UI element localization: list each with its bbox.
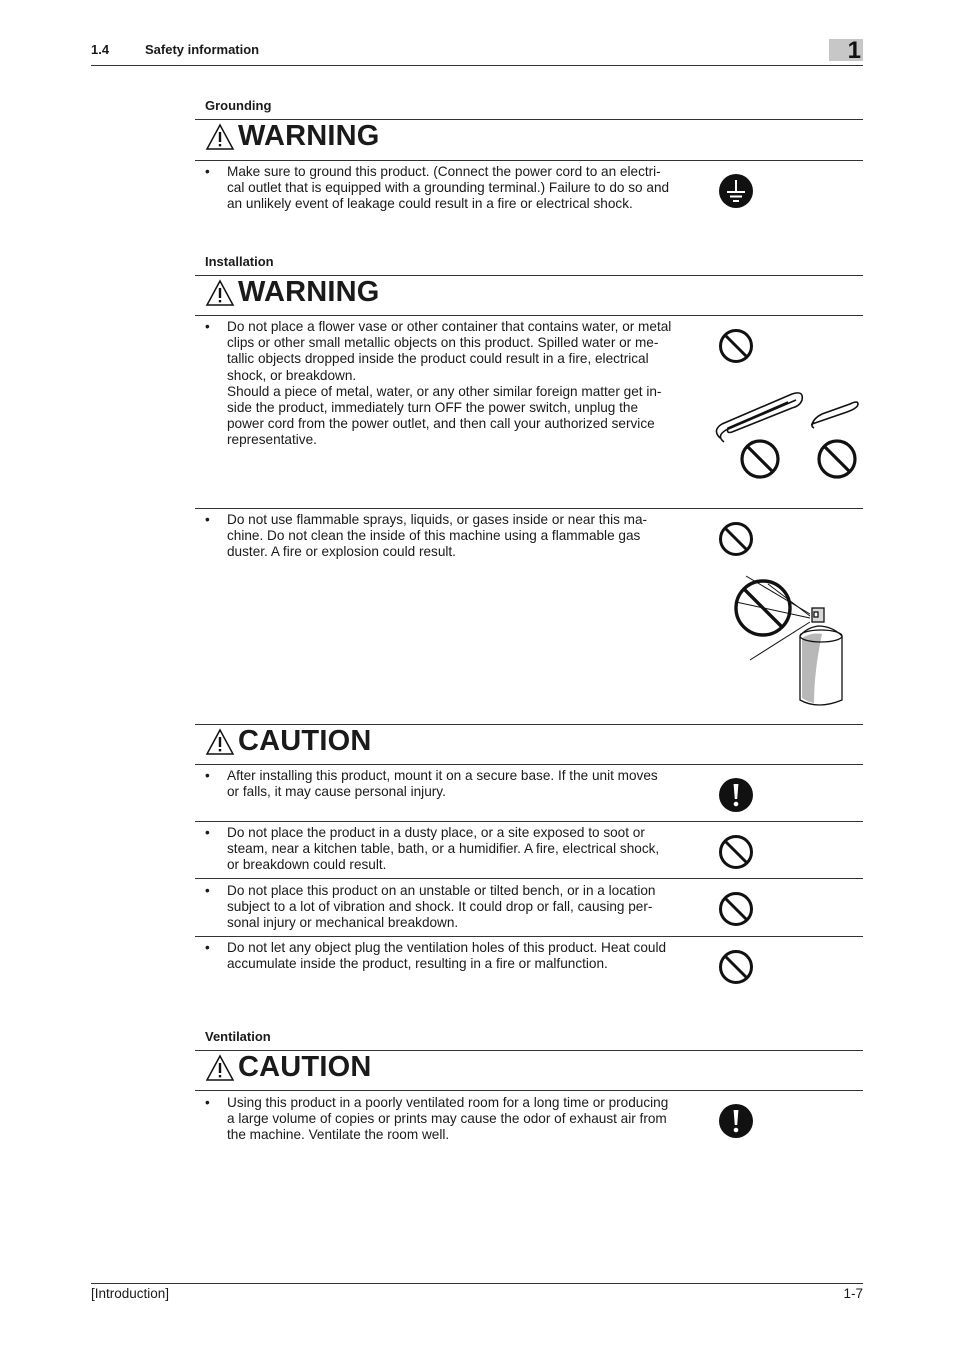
prohibited-icon <box>736 581 790 635</box>
ground-icon <box>718 173 754 209</box>
section-number: 1.4 <box>91 42 110 57</box>
signal-word: CAUTION <box>238 1051 372 1083</box>
section-title: Safety information <box>145 42 260 57</box>
ventilation-heading: Ventilation <box>205 1029 271 1044</box>
item-divider <box>195 936 863 937</box>
item-text: Do not place this product on an unstable or tilted bench, or in a location subject to a lot of vibration and shock. It could drop or fall, causing per- sonal injury or mechanical breakdown. <box>227 883 656 931</box>
item-divider <box>195 878 863 879</box>
warning-triangle-icon <box>205 123 235 151</box>
list-item <box>205 883 695 932</box>
signal-bottom-rule <box>195 764 863 765</box>
list-item <box>205 512 695 561</box>
item-text: Do not place the product in a dusty place, or a site exposed to soot or steam, near a kitchen table, bath, or a humidifier. A fire, electrical shock, or breakdown could result. <box>227 825 660 873</box>
item-text: Do not let any object plug the ventilation holes of this product. Heat could accumulate inside the product, resulting in a fire or malfunction. <box>227 940 667 972</box>
mandatory-action-icon <box>718 1103 754 1139</box>
warning-triangle-icon <box>205 279 235 307</box>
signal-word: CAUTION <box>238 725 372 757</box>
installation-heading: Installation <box>205 254 274 269</box>
signal-word: WARNING <box>238 120 380 152</box>
prohibited-icon <box>718 891 754 927</box>
list-item <box>205 164 695 213</box>
warning-signal <box>205 278 380 307</box>
grounding-heading: Grounding <box>205 98 272 113</box>
item-divider <box>195 508 863 509</box>
item-text: Do not place a flower vase or other container that contains water, or metal clips or other small metallic objects on this product. Spilled water or me- tallic objects dropped inside the product could result in a fire, electrical shock, or breakdown. Should a piece of metal, water, or any other similar foreign matter get in- side the product, immediately turn OFF the power switch, unplug the power cord from the power outlet, and then call your authorized service representative. <box>227 319 672 448</box>
bullet: • <box>205 768 210 783</box>
chapter-tab <box>829 37 863 64</box>
prohibited-icon <box>742 441 778 477</box>
signal-word: WARNING <box>238 276 380 308</box>
warning-signal <box>205 122 380 151</box>
prohibited-icon <box>819 441 855 477</box>
caution-signal <box>205 1053 372 1082</box>
list-item <box>205 940 695 972</box>
list-item <box>205 768 695 800</box>
item-divider <box>195 821 863 822</box>
prohibited-icon <box>718 328 754 364</box>
list-item <box>205 825 695 874</box>
no-spray-can-illustration <box>728 572 848 712</box>
bullet: • <box>205 940 210 955</box>
list-item <box>205 319 695 449</box>
warning-triangle-icon <box>205 728 235 756</box>
bullet: • <box>205 512 210 527</box>
page-number: 1-7 <box>843 1286 863 1301</box>
bullet: • <box>205 825 210 840</box>
item-text: After installing this product, mount it on a secure base. If the unit moves or falls, it may cause personal injury. <box>227 768 658 800</box>
bullet: • <box>205 1095 210 1110</box>
chapter-number: 1 <box>847 37 861 64</box>
signal-bottom-rule <box>195 315 863 316</box>
prohibited-icon <box>718 949 754 985</box>
no-metal-clips-illustration <box>712 388 862 480</box>
bullet: • <box>205 883 210 898</box>
item-text: Using this product in a poorly ventilated room for a long time or producing a large volume of copies or prints may cause the odor of exhaust air from the machine. Ventilate the room well. <box>227 1095 669 1143</box>
caution-signal <box>205 727 372 756</box>
warning-triangle-icon <box>205 1054 235 1082</box>
bullet: • <box>205 164 210 179</box>
mandatory-action-icon <box>718 777 754 813</box>
prohibited-icon <box>718 834 754 870</box>
signal-bottom-rule <box>195 160 863 161</box>
footer-chapter-label: [Introduction] <box>91 1286 170 1301</box>
footer-rule <box>91 1283 863 1284</box>
list-item <box>205 1095 695 1144</box>
bullet: • <box>205 319 210 334</box>
item-text: Do not use flammable sprays, liquids, or gases inside or near this ma- chine. Do not clean the inside of this machine using a flammable gas duster. A fire or explosion could result. <box>227 512 648 560</box>
item-text: Make sure to ground this product. (Connect the power cord to an electri- cal outlet that is equipped with a grounding terminal.) Failure to do so and an unlikely event of leakage could result in a fire or electrical shock. <box>227 164 670 212</box>
header-rule <box>91 65 863 66</box>
prohibited-icon <box>718 521 754 557</box>
signal-bottom-rule <box>195 1090 863 1091</box>
